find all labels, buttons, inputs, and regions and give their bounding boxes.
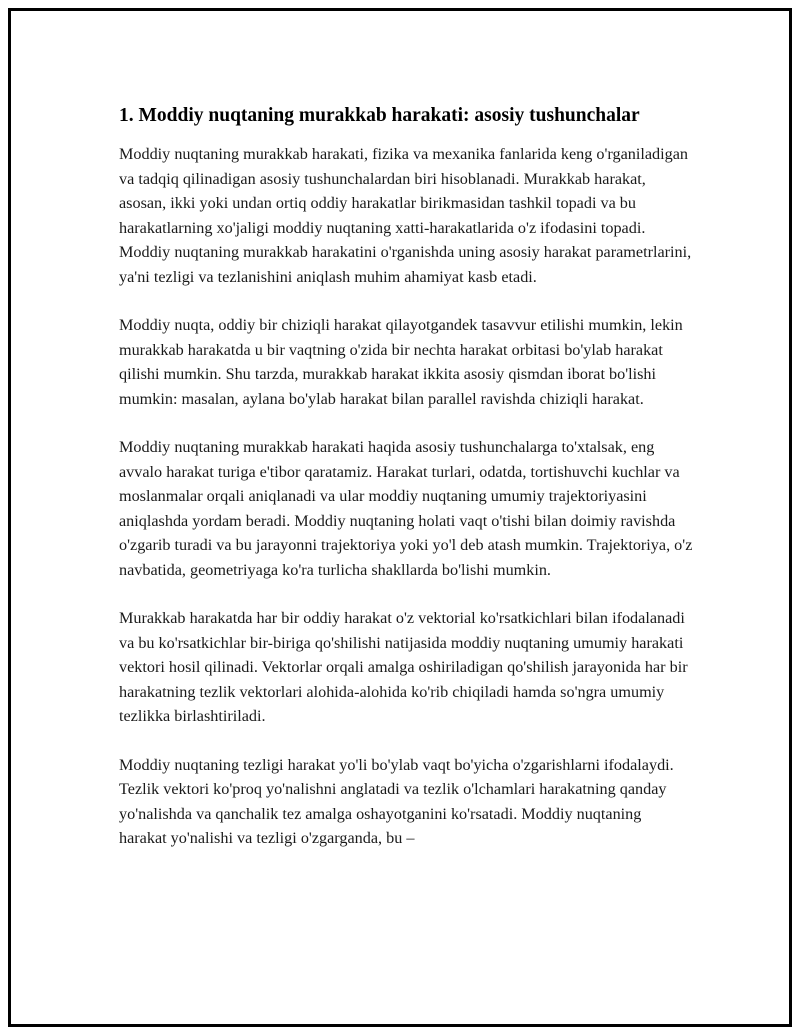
paragraph-3: Moddiy nuqtaning murakkab harakati haqida asosiy tushunchalarga to'xtalsak, eng avvalo harakat turiga e'tibor qaratamiz. Harakat turlari, odatda, tortishuvchi kuchlar va moslanmalar orqali aniqlanadi va ular moddiy nuqtaning umumiy trajektoriyasini aniqlashda yordam beradi. Moddiy nuqtaning holati vaqt o'tishi bilan doimiy ravishda o'zgarib turadi va bu jarayonni trajektoriya yoki yo'l deb atash mumkin. Trajektoriya, o'z navbatida, geometriyaga ko'ra turlicha shakllarda bo'lishi mumkin. <box>119 438 693 579</box>
page-frame <box>8 8 792 1027</box>
paragraph-2: Moddiy nuqta, oddiy bir chiziqli harakat qilayotgandek tasavvur etilishi mumkin, lekin murakkab harakatda u bir vaqtning o'zida bir nechta harakat orbitasi bo'ylab harakat qilishi mumkin. Shu tarzda, murakkab harakat ikkita asosiy qismdan iborat bo'lishi mumkin: masalan, aylana bo'ylab harakat bilan parallel ravishda chiziqli harakat. <box>119 316 683 408</box>
paragraph-1: Moddiy nuqtaning murakkab harakati, fizika va mexanika fanlarida keng o'rganiladigan va tadqiq qilinadigan asosiy tushunchalardan biri hisoblanadi. Murakkab harakat, asosan, ikki yoki undan ortiq oddiy harakatlar birikmasidan tashkil topadi va bu harakatlarning xo'jaligi moddiy nuqtaning xatti-harakatlarida o'z ifodasini topadi. Moddiy nuqtaning murakkab harakatini o'rganishda uning asosiy harakat parametrlarini, ya'ni tezligi va tezlanishini aniqlash muhim ahamiyat kasb etadi. <box>119 145 692 286</box>
paragraph-5: Moddiy nuqtaning tezligi harakat yo'li bo'ylab vaqt bo'yicha o'zgarishlarni ifodalaydi. Tezlik vektori ko'proq yo'nalishni anglatadi va tezlik o'lchamlari harakatning qanday yo'nalishda va qanchalik tez amalga oshayotganini ko'rsatadi. Moddiy nuqtaning harakat yo'nalishi va tezligi o'zgarganda, bu – <box>119 755 674 847</box>
paragraph-4: Murakkab harakatda har bir oddiy harakat o'z vektorial ko'rsatkichlari bilan ifodalanadi va bu ko'rsatkichlar bir-biriga qo'shilishi natijasida moddiy nuqtaning umumiy harakati vektori hosil qilinadi. Vektorlar orqali amalga oshiriladigan qo'shilish jarayonida har bir harakatning tezlik vektorlari alohida-alohida ko'rib chiqiladi hamda so'ngra umumiy tezlikka birlashtiriladi. <box>119 609 688 725</box>
section-heading: 1. Moddiy nuqtaning murakkab harakati: asosiy tushunchalar <box>119 105 640 126</box>
document-body <box>119 103 693 875</box>
